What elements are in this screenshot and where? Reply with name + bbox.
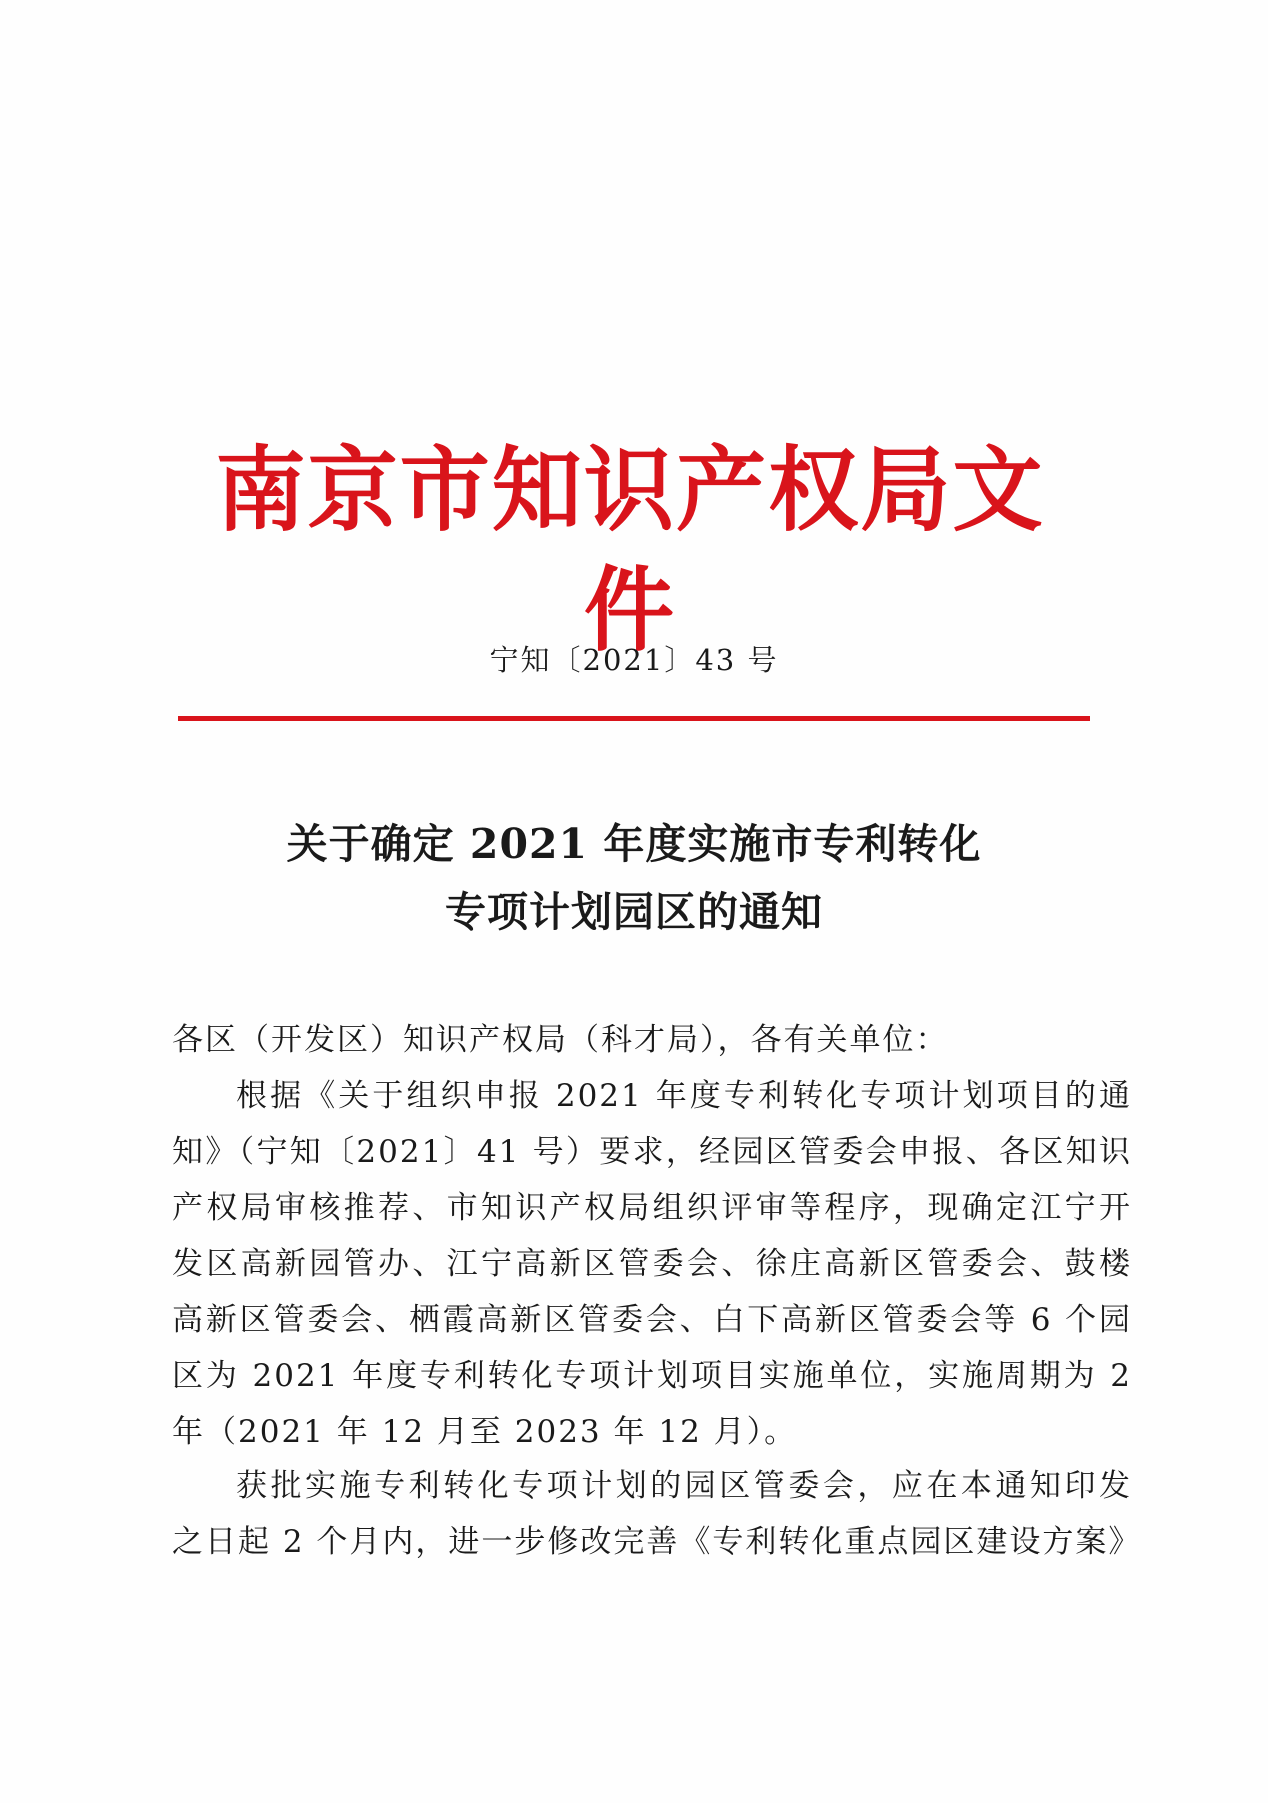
- paragraph-2-line: 之日起 2 个月内，进一步修改完善《专利转化重点园区建设方案》: [172, 1524, 1142, 1560]
- title-line-2: 专项计划园区的通知: [445, 888, 823, 936]
- paragraph-1: [172, 1068, 1132, 1460]
- paragraph-1-line: 知》（宁知〔2021〕41 号）要求，经园区管委会申报、各区知识: [172, 1134, 1132, 1170]
- red-divider-line: [178, 716, 1090, 721]
- salutation: 各区（开发区）知识产权局（科才局），各有关单位：: [172, 1022, 949, 1058]
- paragraph-2: [172, 1458, 1142, 1570]
- paragraph-1-line: 发区高新园管办、江宁高新区管委会、徐庄高新区管委会、鼓楼: [172, 1246, 1132, 1282]
- paragraph-2-line: 获批实施专利转化专项计划的园区管委会，应在本通知印发: [236, 1468, 1132, 1504]
- paragraph-1-line: 区为 2021 年度专利转化专项计划项目实施单位，实施周期为 2: [172, 1358, 1132, 1394]
- paragraph-1-line: 产权局审核推荐、市知识产权局组织评审等程序，现确定江宁开: [172, 1190, 1132, 1226]
- document-number: 宁知〔2021〕43 号: [489, 643, 779, 677]
- paragraph-1-line: 根据《关于组织申报 2021 年度专利转化专项计划项目的通: [236, 1078, 1132, 1114]
- paragraph-1-line: 年（2021 年 12 月至 2023 年 12 月）。: [172, 1414, 798, 1450]
- masthead-title: 南京市知识产权局文件: [215, 436, 1045, 664]
- document-title: [0, 810, 1268, 946]
- title-line-1: 关于确定 2021 年度实施市专利转化: [286, 820, 982, 868]
- paragraph-1-line: 高新区管委会、栖霞高新区管委会、白下高新区管委会等 6 个园: [172, 1302, 1132, 1338]
